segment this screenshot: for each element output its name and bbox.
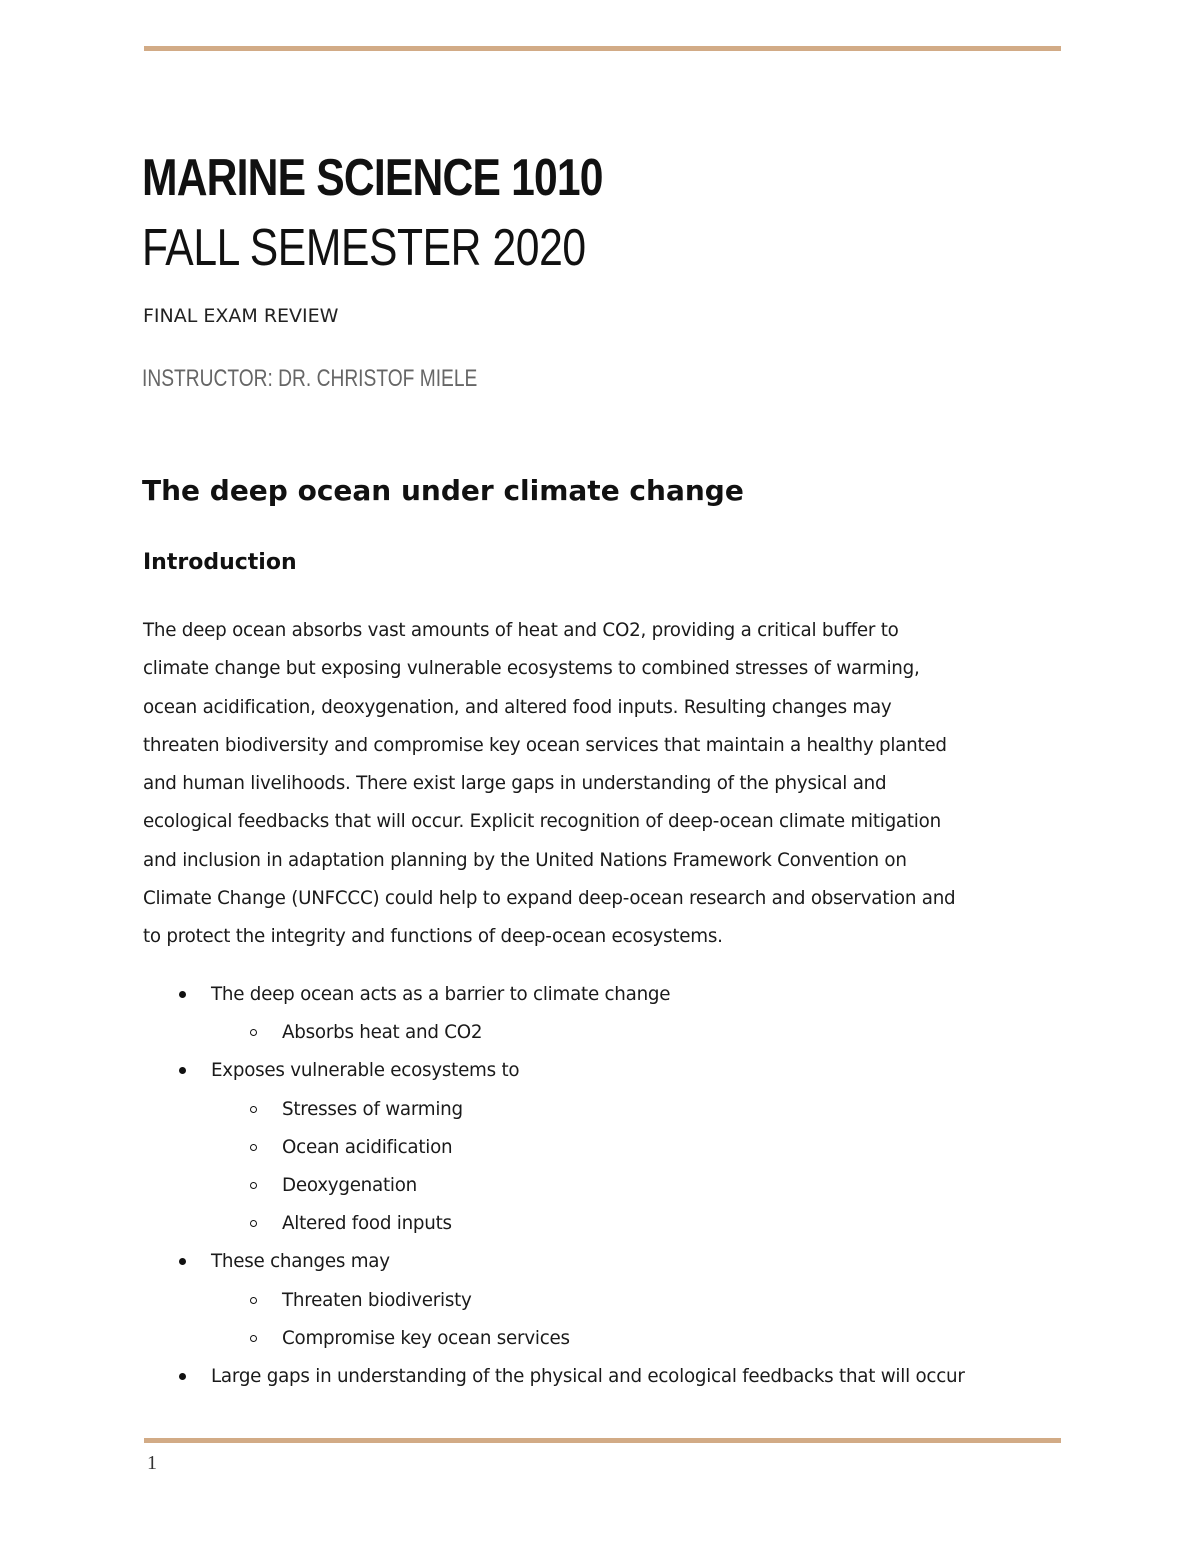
bullet-item (143, 976, 1058, 1014)
hollow-bullet-icon (250, 1182, 257, 1189)
summary-bullet-list (143, 976, 1058, 1396)
bullet-text: Exposes vulnerable ecosystems to (211, 1060, 520, 1082)
sub-bullet-text: Altered food inputs (282, 1213, 452, 1235)
hollow-bullet-icon (250, 1029, 257, 1036)
hollow-bullet-icon (250, 1144, 257, 1151)
document-subtitle: FINAL EXAM REVIEW (143, 305, 339, 327)
bullet-text: The deep ocean acts as a barrier to climate change (211, 984, 671, 1005)
sub-bullet-text: Ocean acidification (282, 1136, 453, 1158)
hollow-bullet-icon (250, 1335, 257, 1342)
bullet-text: Large gaps in understanding of the physical and ecological feedbacks that will occur (211, 1365, 965, 1387)
course-title: MARINE SCIENCE 1010 (142, 149, 603, 207)
bullet-item (143, 1052, 1058, 1090)
top-divider (144, 46, 1061, 51)
intro-line: and inclusion in adaptation planning by the United Nations Framework Convention on (143, 849, 907, 871)
bottom-divider (144, 1438, 1061, 1443)
sub-bullet-text: Deoxygenation (282, 1174, 417, 1196)
sub-bullet-item (143, 1091, 1058, 1129)
bullet-item (143, 1243, 1058, 1281)
intro-line: Climate Change (UNFCCC) could help to expand deep-ocean research and observation and (143, 888, 956, 910)
semester-title: FALL SEMESTER 2020 (142, 219, 586, 277)
filled-bullet-icon (179, 1067, 186, 1074)
sub-bullet-text: Threaten biodiveristy (282, 1289, 472, 1311)
sub-bullet-item (143, 1167, 1058, 1205)
filled-bullet-icon (179, 1373, 186, 1380)
hollow-bullet-icon (250, 1106, 257, 1113)
sub-bullet-text: Absorbs heat and CO2 (282, 1022, 483, 1044)
intro-paragraph (143, 612, 1058, 957)
intro-line: The deep ocean absorbs vast amounts of heat and CO2, providing a critical buffer to (143, 620, 899, 641)
hollow-bullet-icon (250, 1220, 257, 1227)
subsection-heading: Introduction (143, 550, 297, 575)
bullet-text: These changes may (211, 1251, 390, 1273)
intro-line: ecological feedbacks that will occur. Explicit recognition of deep-ocean climate mitigation (143, 811, 941, 833)
intro-line: climate change but exposing vulnerable ecosystems to combined stresses of warming, (143, 658, 920, 680)
intro-line: threaten biodiversity and compromise key ocean services that maintain a healthy planted (143, 734, 947, 756)
section-heading: The deep ocean under climate change (142, 474, 744, 507)
sub-bullet-item (143, 1320, 1058, 1358)
sub-bullet-item (143, 1205, 1058, 1243)
page-number: 1 (147, 1452, 157, 1474)
intro-line: to protect the integrity and functions of deep-ocean ecosystems. (143, 926, 723, 948)
instructor-name: INSTRUCTOR: DR. CHRISTOF MIELE (142, 365, 478, 392)
sub-bullet-text: Stresses of warming (282, 1098, 463, 1120)
filled-bullet-icon (179, 991, 186, 998)
intro-line: and human livelihoods. There exist large gaps in understanding of the physical and (143, 773, 887, 795)
bullet-item (143, 1358, 1058, 1396)
filled-bullet-icon (179, 1258, 186, 1265)
sub-bullet-item (143, 1014, 1058, 1052)
sub-bullet-text: Compromise key ocean services (282, 1327, 570, 1349)
intro-line: ocean acidification, deoxygenation, and altered food inputs. Resulting changes may (143, 696, 892, 718)
sub-bullet-item (143, 1282, 1058, 1320)
sub-bullet-item (143, 1129, 1058, 1167)
hollow-bullet-icon (250, 1297, 257, 1304)
